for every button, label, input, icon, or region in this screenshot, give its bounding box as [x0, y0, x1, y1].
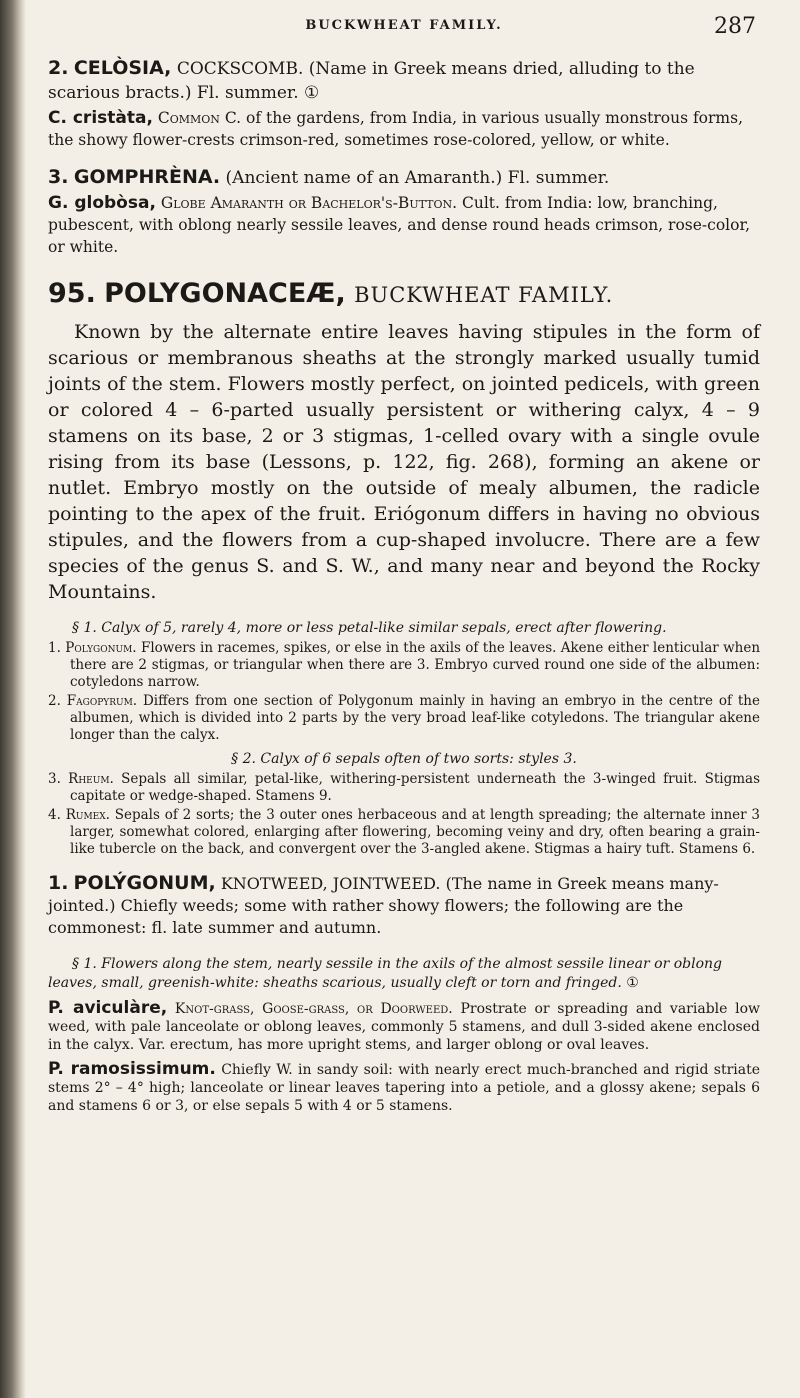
running-head — [48, 14, 760, 52]
page-number: 287 — [714, 14, 756, 39]
section-text: § 1. Flowers along the stem, nearly sessile in the axils of the almost sessile linear or oblong leaves, small, greenish-white: sheaths scarious, usually cleft or torn and fringed. — [48, 956, 723, 991]
key-entry-polygonum — [48, 640, 760, 691]
genus-name: POLÝGONUM, — [73, 872, 216, 894]
genus-common-name: KNOTWEED, JOINTWEED. — [220, 874, 441, 893]
species-description: Prostrate or spreading and variable low weed, with pale lanceolate or oblong leaves, commonly 5 stamens, and dull 3-sided akene enclosed in the calyx. Var. erectum, has more upright stems, and larger oblong or oval leaves. — [48, 1001, 761, 1053]
polygonum-section-1-heading — [48, 955, 760, 993]
species-polygonum-aviculare — [48, 999, 760, 1054]
species-description: Chiefly W. in sandy soil: with nearly erect much-branched and rigid striate stems 2° – 4° high; lanceolate or linear leaves tapering into a petiole, and a glossy akene; sepals 6 and stamens 6 or 3, or else sepals 5 with 4 or 5 stamens. — [48, 1062, 760, 1114]
entry-name: Rumex. — [65, 807, 110, 823]
genus-note: (Ancient name of an Amaranth.) Fl. summer. — [225, 168, 610, 188]
annual-symbol: ① — [304, 83, 320, 103]
genus-name: GOMPHRÈNA. — [73, 166, 221, 188]
genus-number: 1. — [48, 872, 69, 894]
genus-common-name: COCKSCOMB. — [176, 59, 304, 79]
species-name: C. cristàta, — [48, 108, 153, 128]
species-common-name: Globe Amaranth or Bachelor's-Button. — [160, 194, 458, 212]
genus-celosia-heading — [48, 56, 760, 105]
species-gomphrena-globosa — [48, 192, 760, 258]
genus-polygonum-heading — [48, 872, 760, 939]
species-polygonum-ramosissimum — [48, 1060, 760, 1115]
family-common-name: BUCKWHEAT FAMILY. — [354, 283, 614, 307]
section-1-heading: § 1. Calyx of 5, rarely 4, more or less petal-like similar sepals, erect after flowering. — [72, 620, 667, 636]
entry-name: Polygonum. — [65, 640, 137, 656]
genus-number: 3. — [48, 166, 69, 188]
genus-gomphrena-heading — [48, 165, 760, 190]
species-description: Cult. from India: low, branching, pubescent, with oblong nearly sessile leaves, and dense round heads crimson, rose-color, or white. — [48, 194, 751, 256]
genus-number: 2. — [48, 57, 69, 79]
family-name: POLYGONACEÆ, — [104, 278, 346, 309]
genus-gomphrena — [48, 165, 760, 258]
entry-number: 2. — [48, 693, 61, 709]
annual-symbol: ① — [626, 975, 639, 991]
entry-name: Rheum. — [68, 771, 114, 787]
key-entry-fagopyrum — [48, 693, 760, 744]
genus-note: (The name in Greek means many-jointed.) Chiefly weeds; some with rather showy flowers; the following are the commonest: fl. late summer and autumn. — [48, 874, 719, 937]
entry-text: Sepals all similar, petal-like, withering-persistent underneath the 3-winged fruit. Stigmas capitate or wedge-shaped. Stamens 9. — [70, 771, 760, 804]
book-gutter-shadow — [0, 0, 26, 1398]
section-2-heading: § 2. Calyx of 6 sepals often of two sorts: styles 3. — [231, 751, 577, 767]
entry-number: 1. — [48, 640, 61, 656]
entry-text: Flowers in racemes, spikes, or else in the axils of the leaves. Akene either lenticular when there are 2 stigmas, or triangular when there are 3. Embryo curved round one side of the albumen: cotyledons narrow. — [70, 640, 761, 690]
species-common-name: Common C. — [157, 109, 242, 127]
family-description: Known by the alternate entire leaves having stipules in the form of scarious or membranous sheaths at the strongly marked usually tumid joints of the stem. Flowers mostly perfect, on jointed pedicels, with green or colored 4 – 6-parted usually persistent or withering calyx, 4 – 9 stamens on its base, 2 or 3 stigmas, 1-celled ovary with a single ovule rising from its base (Lessons, p. 122, fig. 268), forming an akene or nutlet. Embryo mostly on the outside of mealy albumen, the radicle pointing to the apex of the fruit. Eriógonum differs in having no obvious stipules, and the flowers from a cup-shaped involucre. There are a few species of the genus S. and S. W., and many near and beyond the Rocky Mountains. — [48, 321, 760, 603]
running-head-title: BUCKWHEAT FAMILY. — [305, 18, 503, 33]
species-name: P. aviculàre, — [48, 998, 168, 1018]
species-name: P. ramosissimum. — [48, 1059, 216, 1079]
genus-name: CELÒSIA, — [73, 57, 172, 79]
genus-celosia — [48, 56, 760, 151]
entry-text: Sepals of 2 sorts; the 3 outer ones herbaceous and at length spreading; the alternate inner 3 larger, somewhat colored, enlarging after flowering, becoming veiny and dry, often bearing a grain-like tubercle on the back, and convergent over the 3-angled akene. Stigmas a hairy tuft. Stamens 6. — [70, 807, 760, 857]
species-common-name: Knot-grass, Goose-grass, or Doorweed. — [174, 1001, 453, 1017]
entry-number: 4. — [48, 807, 61, 823]
entry-number: 3. — [48, 771, 61, 787]
species-description: of the gardens, from India, in various usually monstrous forms, the showy flower-crests crimson-red, sometimes rose-colored, yellow, or white. — [48, 109, 744, 149]
key-entry-rumex — [48, 807, 760, 858]
entry-text: Differs from one section of Polygonum mainly in having an embryo in the centre of the albumen, which is divided into 2 parts by the very broad leaf-like cotyledons. The triangular akene longer than the calyx. — [70, 693, 760, 743]
book-page — [34, 0, 770, 1398]
family-number: 95. — [48, 278, 96, 309]
species-name: G. globòsa, — [48, 193, 156, 213]
key-entry-rheum — [48, 771, 760, 805]
family-heading — [48, 278, 760, 311]
species-celosia-cristata — [48, 107, 760, 151]
entry-name: Fagopyrum. — [66, 693, 138, 709]
genus-note: (Name in Greek means dried, alluding to the scarious bracts.) Fl. summer. — [48, 59, 695, 103]
